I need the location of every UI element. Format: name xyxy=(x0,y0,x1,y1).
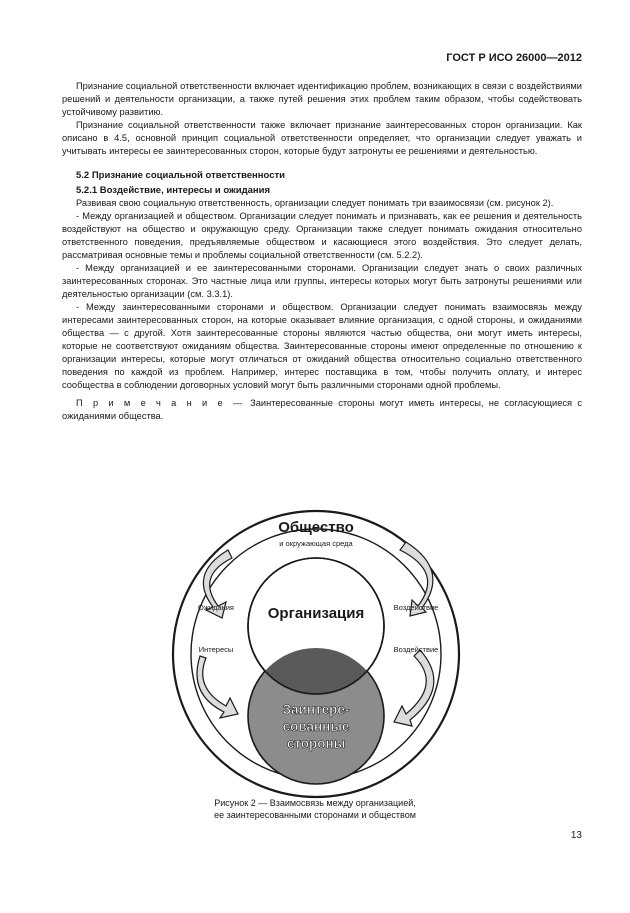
section-heading: 5.2 Признание социальной ответственности xyxy=(76,170,285,181)
note xyxy=(62,397,582,423)
interests-label: Интересы xyxy=(198,645,234,654)
society-sublabel: и окружающая среда xyxy=(279,539,353,548)
paragraph: - Между заинтересованными сторонами и обществом. Организации следует понимать взаимосвязь между интересами заинтересованных сторон, на которые оказывает влияние организация, с одной стороны, и ожиданиями общества — с другой. Хотя заинтересованные стороны являются частью общества, они могут иметь интересы, которые не соответствуют ожиданиям общества. Заинтересованные стороны имеют определенные по отношению к организации интересы, которые могут отличаться от ожиданий общества относительно социально ответственного поведения по каждой из проблем. Например, интерес поставщика в том, чтобы получить оплату, и интерес сообщества в соблюдении договорных условий могут быть различными сторонами одной проблемы. xyxy=(62,302,582,390)
page-number: 13 xyxy=(570,830,582,841)
subsection-heading: 5.2.1 Воздействие, интересы и ожидания xyxy=(76,185,271,196)
stakeholders-label: сованные xyxy=(282,719,350,734)
note-label: П р и м е ч а н и е — xyxy=(76,398,245,408)
figure-caption xyxy=(160,797,470,821)
relationship-diagram xyxy=(166,506,466,801)
stakeholders-label: стороны xyxy=(286,736,346,751)
paragraph: - Между организацией и обществом. Организации следует понимать и признавать, как ее решения и деятельность воздействуют на общество и окружающую среду. Организации также следует понимать ожидания относительно ответственного поведения, предъявляемые обществом и касающиеся этого воздействия. Это следует делать, рассматривая основные темы и проблемы социальной ответственности (см. 5.2.2). xyxy=(62,211,582,260)
document-header: ГОСТ Р ИСО 26000—2012 xyxy=(446,52,582,64)
paragraph: Признание социальной ответственности включает идентификацию проблем, возникающих в связи с воздействиями решений и деятельности организации, а также путей решения этих проблем таким образом, чтобы содействовать устойчивому развитию. xyxy=(62,81,582,117)
impact-label-bottom: Воздействие xyxy=(393,645,439,654)
society-label: Общество xyxy=(278,519,354,536)
paragraph: Признание социальной ответственности также включает признание заинтересованных сторон организации. Как описано в 4.5, основной принцип социальной ответственности определяет, что организации следует уважать и учитывать интересы ее заинтересованных сторон, которые будут затронуты ее решениями и деятельностью. xyxy=(62,120,582,156)
note-text: Заинтересованные стороны могут иметь интересы, не согласующиеся с ожиданиями общества. xyxy=(62,398,582,421)
stakeholders-label: Заинтере- xyxy=(282,702,350,717)
caption-line: ее заинтересованными сторонами и обществом xyxy=(214,810,416,820)
caption-line: Рисунок 2 — Взаимосвязь между организацией, xyxy=(214,798,416,808)
paragraph: - Между организацией и ее заинтересованными сторонами. Организации следует знать о своих различных заинтересованных сторонах. Это частные лица или группы, интересы которых могут быть затронуты решениями или деятельностью организации (см. 3.3.1). xyxy=(62,263,582,299)
paragraph: Развивая свою социальную ответственность, организации следует понимать три взаимосвязи (см. рисунок 2). xyxy=(76,198,554,208)
organization-label: Организация xyxy=(267,605,365,622)
figure-diagram xyxy=(166,506,466,801)
expectations-label: Ожидания xyxy=(198,603,234,612)
impact-arrow-bottom xyxy=(394,650,434,726)
body-text xyxy=(62,80,582,423)
impact-label-top: Воздействие xyxy=(393,603,439,612)
